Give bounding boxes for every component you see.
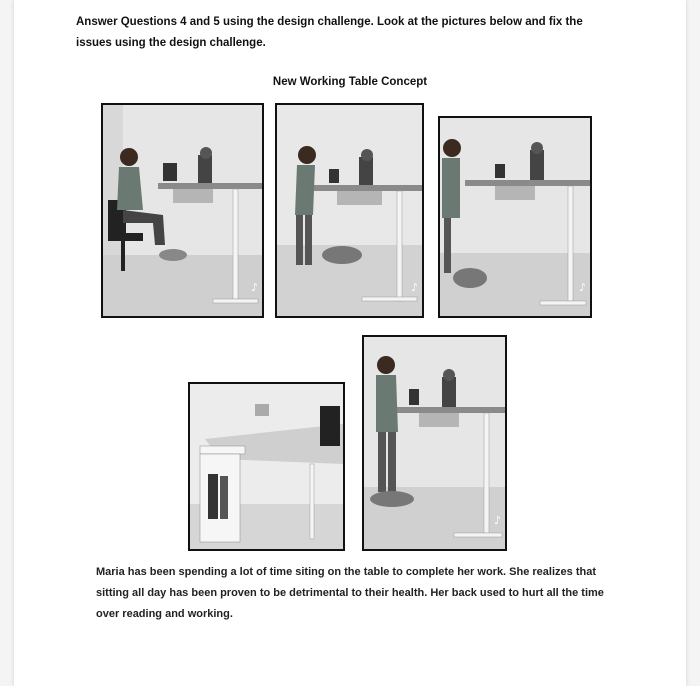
tiktok-icon: ♪ — [410, 281, 418, 294]
tiktok-icon: ♪ — [578, 281, 586, 294]
tiktok-icon: ♪ — [250, 281, 258, 294]
photo-balance-board — [362, 335, 507, 551]
photo-sitting — [101, 103, 264, 318]
tiktok-icon: ♪ — [493, 514, 501, 527]
instructions: Answer Questions 4 and 5 using the design challenge. Look at the pictures below and fix the issues using the design challenge. — [76, 16, 583, 49]
photo-desk-laptop — [188, 382, 345, 551]
concept-title: New Working Table Concept — [272, 76, 428, 88]
photo-standing-raised — [438, 116, 592, 318]
photo-standing-board-floor — [275, 103, 424, 318]
body-paragraph: Maria has been spending a lot of time siting on the table to complete her work. She realizes that sitting all day has been proven to be detrimental to their health. Her back used to hurt all the time over reading and working. — [96, 566, 604, 620]
